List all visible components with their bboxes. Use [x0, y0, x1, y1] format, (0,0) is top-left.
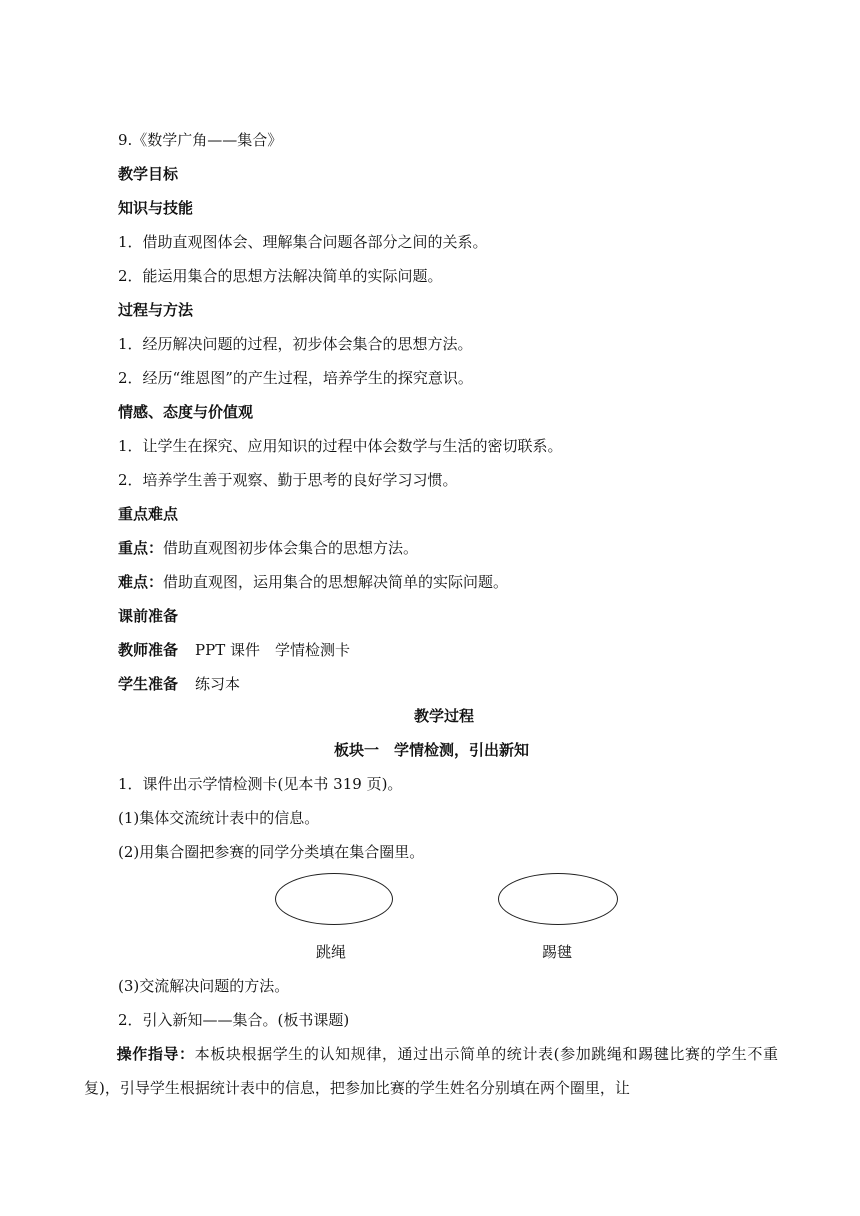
step-item: 1．课件出示学情检测卡(见本书 319 页)。: [118, 775, 403, 793]
guidance-paragraph: [84, 1037, 778, 1105]
process-item: 2．经历“维恩图”的产生过程，培养学生的探究意识。: [118, 369, 473, 387]
process-item: 1．经历解决问题的过程，初步体会集合的思想方法。: [118, 335, 473, 353]
step-item: 2．引入新知——集合。(板书课题): [118, 1011, 350, 1029]
emotion-item: 1．让学生在探究、应用知识的过程中体会数学与生活的密切联系。: [118, 437, 563, 455]
difficulty-text: 借助直观图，运用集合的思想解决简单的实际问题。: [163, 573, 509, 591]
student-prep-label: 学生准备: [118, 675, 179, 693]
guidance-text: 本板块根据学生的认知规律，通过出示简单的统计表(参加跳绳和踢毽比赛的学生不重复)，引导学生根据统计表中的信息，把参加比赛的学生姓名分别填在两个圈里，让: [84, 1045, 778, 1097]
section1-title: 板块一 学情检测，引出新知: [334, 741, 530, 759]
jump-rope-set-circle: [275, 873, 393, 925]
process-heading: 过程与方法: [118, 301, 194, 319]
emotion-item: 2．培养学生善于观察、勤于思考的良好学习习惯。: [118, 471, 458, 489]
circle-label-jump-rope: 跳绳: [316, 943, 347, 961]
teacher-prep-text: PPT 课件 学情检测卡: [195, 641, 350, 659]
prep-heading: 课前准备: [118, 607, 179, 625]
teacher-prep: [118, 640, 350, 660]
emotion-heading: 情感、态度与价值观: [118, 403, 254, 421]
difficulty-label: 难点：: [118, 573, 164, 591]
objectives-heading: 教学目标: [118, 165, 179, 183]
knowledge-heading: 知识与技能: [118, 199, 194, 217]
key-heading: 重点难点: [118, 505, 179, 523]
knowledge-item: 2．能运用集合的思想方法解决简单的实际问题。: [118, 267, 443, 285]
key-point-text: 借助直观图初步体会集合的思想方法。: [163, 539, 419, 557]
process-title: 教学过程: [414, 707, 475, 725]
key-point-label: 重点：: [118, 539, 164, 557]
circle-label-shuttlecock: 踢毽: [542, 943, 573, 961]
student-prep-text: 练习本: [195, 675, 241, 693]
teacher-prep-label: 教师准备: [118, 641, 179, 659]
knowledge-item: 1．借助直观图体会、理解集合问题各部分之间的关系。: [118, 233, 488, 251]
student-prep: [118, 674, 240, 694]
lesson-title: 9.《数学广角——集合》: [118, 131, 283, 149]
key-point: [118, 538, 418, 558]
guidance-label: 操作指导：: [116, 1045, 195, 1063]
step-item: (1)集体交流统计表中的信息。: [118, 809, 320, 827]
step-item: (3)交流解决问题的方法。: [118, 977, 290, 995]
step-item: (2)用集合圈把参赛的同学分类填在集合圈里。: [118, 843, 425, 861]
shuttlecock-set-circle: [498, 873, 618, 925]
difficulty-point: [118, 572, 508, 592]
